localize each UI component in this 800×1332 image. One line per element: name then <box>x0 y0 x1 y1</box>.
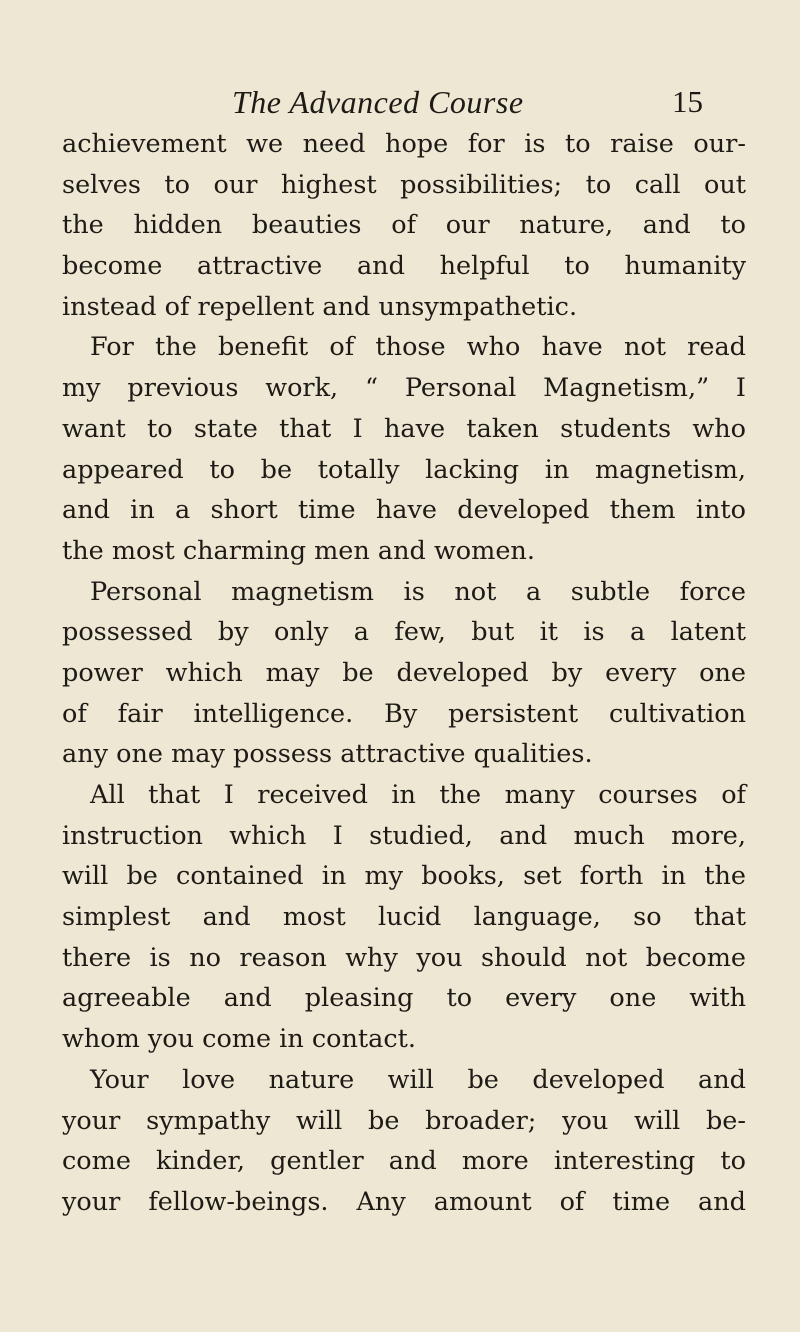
body-text <box>62 124 746 1223</box>
text-line: my previous work, “ Personal Magnetism,” I <box>62 373 746 404</box>
text-line: want to state that I have taken students who <box>62 413 746 444</box>
text-line: and in a short time have developed them into <box>62 495 746 526</box>
text-line: possessed by only a few, but it is a latent <box>62 617 746 648</box>
text-line: instead of repellent and unsympathetic. <box>62 291 578 322</box>
text-line: there is no reason why you should not become <box>62 942 746 973</box>
text-line: the hidden beauties of our nature, and to <box>62 210 746 241</box>
text-line: Your love nature will be developed and <box>90 1064 746 1095</box>
text-line: any one may possess attractive qualities. <box>62 739 593 770</box>
text-line: whom you come in contact. <box>62 1024 417 1055</box>
running-title: The Advanced Course <box>232 84 524 120</box>
text-line: your sympathy will be broader; you will be- <box>62 1105 746 1136</box>
text-line: simplest and most lucid language, so that <box>62 902 746 933</box>
text-line: become attractive and helpful to humanity <box>62 251 746 282</box>
text-line: Personal magnetism is not a subtle force <box>90 576 746 607</box>
text-line: come kinder, gentler and more interesting to <box>62 1146 746 1177</box>
text-line: instruction which I studied, and much more, <box>62 820 746 851</box>
text-line: agreeable and pleasing to every one with <box>62 983 746 1014</box>
text-line: will be contained in my books, set forth in the <box>62 861 746 892</box>
running-head <box>0 84 800 128</box>
text-line: of fair intelligence. By persistent cultivation <box>62 698 746 729</box>
text-line: selves to our highest possibilities; to call out <box>62 169 746 200</box>
text-line: achievement we need hope for is to raise our- <box>62 129 746 159</box>
text-line: appeared to be totally lacking in magnetism, <box>62 454 746 485</box>
text-line: power which may be developed by every one <box>62 657 746 688</box>
text-line: the most charming men and women. <box>62 535 535 566</box>
page-number: 15 <box>672 84 703 119</box>
text-line: All that I received in the many courses of <box>90 780 746 810</box>
text-line: your fellow-beings. Any amount of time and <box>62 1186 746 1217</box>
text-line: For the benefit of those who have not read <box>90 332 746 363</box>
